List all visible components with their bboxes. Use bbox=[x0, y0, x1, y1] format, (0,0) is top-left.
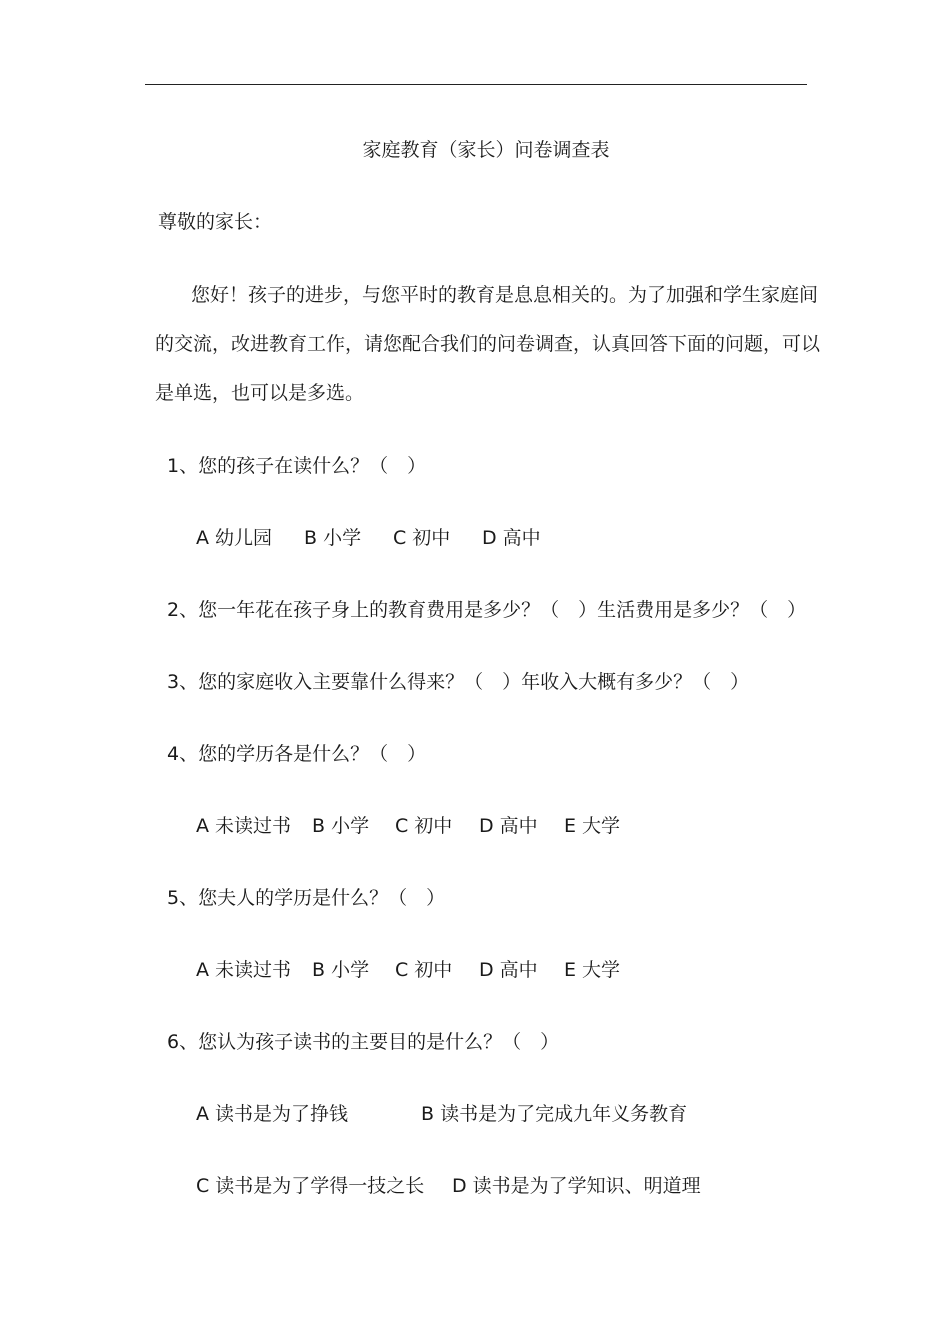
question-4-option-d: D 高中 bbox=[479, 815, 538, 837]
question-1-option-d: D 高中 bbox=[482, 527, 541, 549]
intro-line-1: 您好！孩子的进步，与您平时的教育是息息相关的。为了加强和学生家庭间 bbox=[191, 284, 819, 306]
question-6-option-a: A 读书是为了挣钱 bbox=[196, 1103, 349, 1125]
question-6-option-b: B 读书是为了完成九年义务教育 bbox=[421, 1103, 688, 1125]
question-5-option-a: A 未读过书 bbox=[196, 959, 292, 981]
header-rule bbox=[145, 84, 807, 85]
question-6: 6、您认为孩子读书的主要目的是什么？（ ） bbox=[167, 1031, 560, 1053]
question-6-option-c: C 读书是为了学得一技之长 bbox=[196, 1175, 425, 1197]
question-4-option-a: A 未读过书 bbox=[196, 815, 292, 837]
greeting: 尊敬的家长： bbox=[158, 211, 273, 233]
question-4-option-c: C 初中 bbox=[395, 815, 453, 837]
question-6-option-d: D 读书是为了学知识、明道理 bbox=[452, 1175, 701, 1197]
question-1: 1、您的孩子在读什么？（ ） bbox=[167, 455, 427, 477]
question-1-option-a: A 幼儿园 bbox=[196, 527, 273, 549]
question-3: 3、您的家庭收入主要靠什么得来？（ ）年收入大概有多少？（ ） bbox=[167, 671, 750, 693]
question-2: 2、您一年花在孩子身上的教育费用是多少？（ ）生活费用是多少？（ ） bbox=[167, 599, 807, 621]
document-title: 家庭教育（家长）问卷调查表 bbox=[362, 139, 610, 161]
question-5-option-b: B 小学 bbox=[312, 959, 370, 981]
question-4: 4、您的学历各是什么？（ ） bbox=[167, 743, 427, 765]
question-5-option-c: C 初中 bbox=[395, 959, 453, 981]
question-4-option-b: B 小学 bbox=[312, 815, 370, 837]
question-1-option-b: B 小学 bbox=[304, 527, 362, 549]
question-4-option-e: E 大学 bbox=[564, 815, 621, 837]
question-5-option-e: E 大学 bbox=[564, 959, 621, 981]
question-5: 5、您夫人的学历是什么？（ ） bbox=[167, 887, 446, 909]
intro-line-3: 是单选，也可以是多选。 bbox=[155, 382, 365, 404]
question-1-option-c: C 初中 bbox=[393, 527, 451, 549]
question-5-option-d: D 高中 bbox=[479, 959, 538, 981]
intro-line-2: 的交流，改进教育工作，请您配合我们的问卷调查，认真回答下面的问题，可以 bbox=[155, 333, 821, 355]
